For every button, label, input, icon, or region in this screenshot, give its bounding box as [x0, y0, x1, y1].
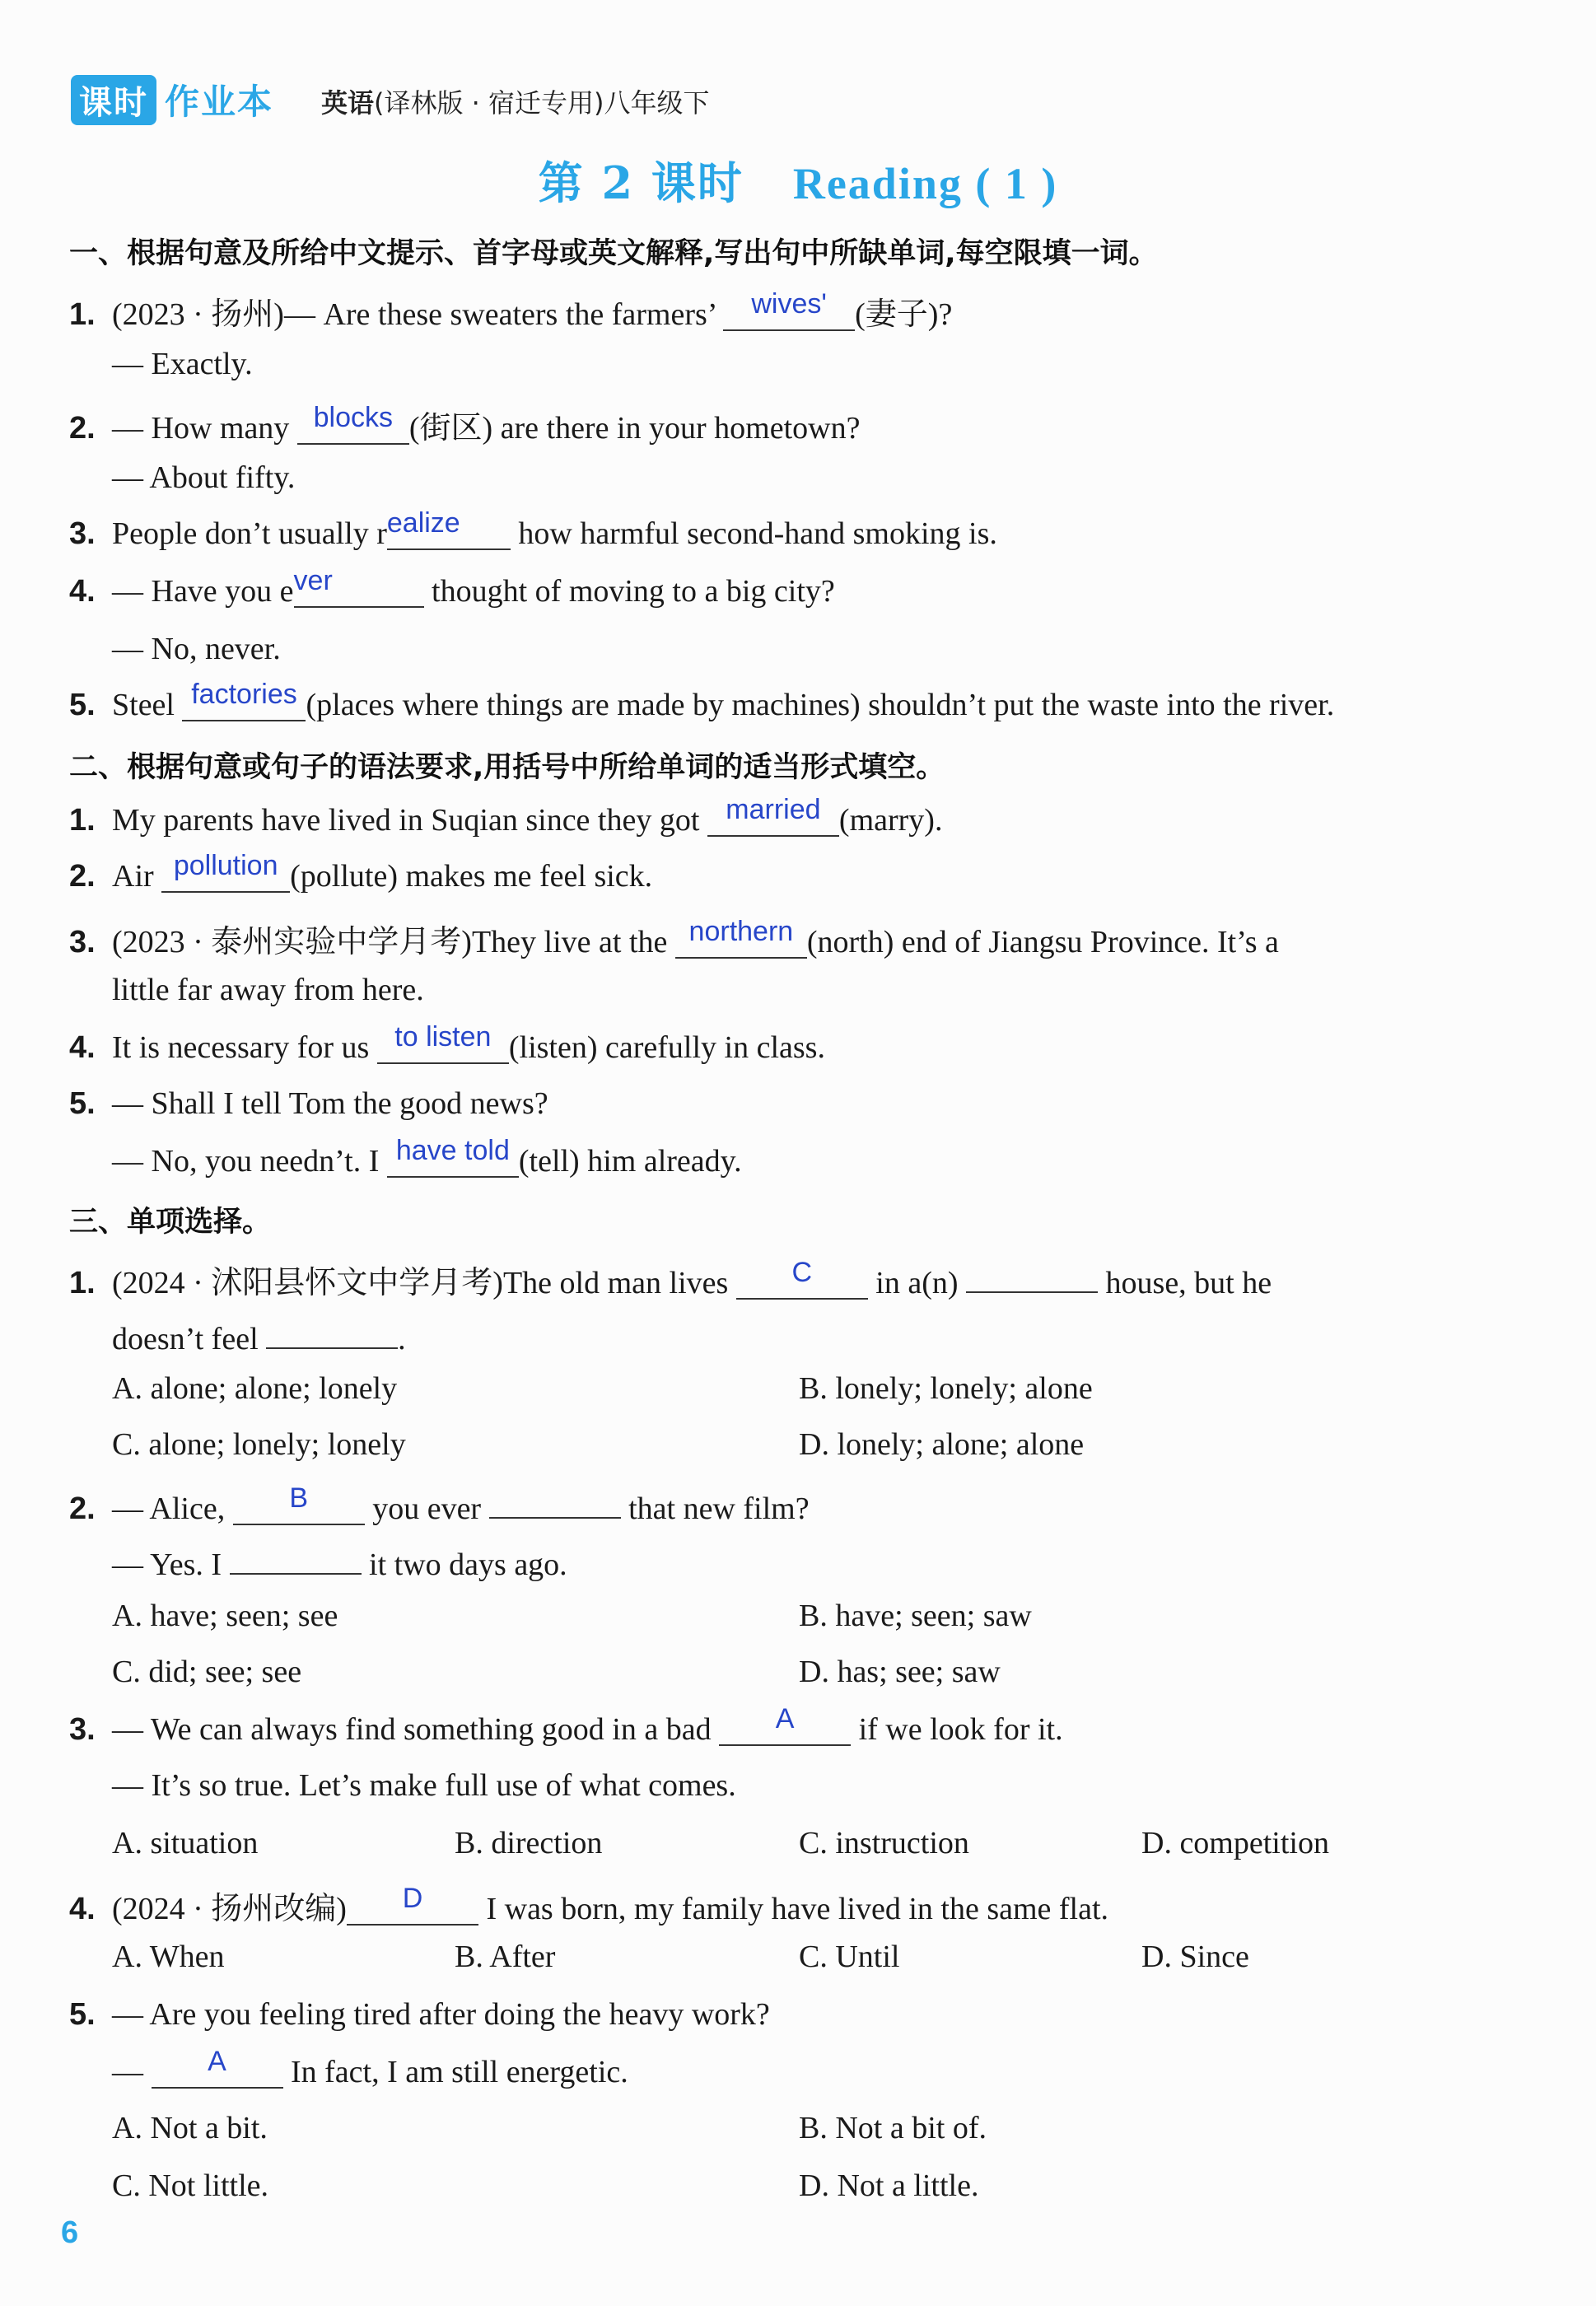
book-subject: 英语 — [321, 87, 375, 119]
s3-question-3-reply: — It’s so true. Let’s make full use of what comes. — [112, 1768, 736, 1803]
question-number: 5. — [69, 1997, 96, 2032]
option-a[interactable]: A. alone; alone; lonely — [112, 1371, 398, 1406]
answer-text: pollution — [173, 850, 278, 881]
blank[interactable] — [230, 1540, 362, 1575]
brand-logo-box: 课时 — [71, 75, 156, 125]
s1-question-2-reply: — About fifty. — [112, 460, 296, 495]
question-text: — Are you feeling tired after doing the heavy work? — [112, 1997, 770, 2032]
s3-question-4 — [69, 1883, 1108, 1928]
s1-question-4 — [69, 565, 835, 609]
s1-question-4-reply: — No, never. — [112, 632, 281, 666]
question-text: — No, you needn’t. I — [112, 1144, 380, 1179]
question-text: — How many — [112, 411, 290, 446]
s1-question-2 — [69, 402, 860, 447]
s1-question-5 — [69, 679, 1335, 723]
option-c[interactable]: C. instruction — [799, 1826, 969, 1860]
option-d[interactable]: D. lonely; alone; alone — [799, 1427, 1085, 1462]
question-text: It is necessary for us — [112, 1030, 370, 1065]
s3-question-5 — [69, 1996, 770, 2033]
answer-text: B — [289, 1482, 309, 1514]
question-text: Air — [112, 859, 154, 894]
answer-text: D — [402, 1883, 423, 1914]
question-number: 1. — [69, 297, 96, 332]
s2-question-1 — [69, 794, 943, 838]
question-text: — We can always find something good in a bad — [112, 1712, 712, 1747]
lesson-title-en: Reading ( 1 ) — [792, 159, 1058, 208]
s3-question-2-reply — [112, 1540, 567, 1583]
question-text: (2024 · 沭阳县怀文中学月考)The old man lives — [112, 1266, 729, 1300]
answer-blank[interactable] — [293, 565, 424, 608]
question-number: 1. — [69, 1266, 96, 1300]
option-c[interactable]: C. did; see; see — [112, 1655, 302, 1689]
question-text: (marry). — [838, 803, 943, 838]
question-number: 4. — [69, 1030, 96, 1065]
answer-text: married — [726, 794, 821, 825]
answer-blank[interactable] — [377, 1021, 509, 1064]
question-text: — Alice, — [112, 1491, 226, 1526]
answer-text: factories — [191, 679, 297, 710]
question-text: In fact, I am still energetic. — [291, 2055, 628, 2089]
s3-question-1 — [69, 1257, 1272, 1302]
question-number: 2. — [69, 1491, 96, 1526]
s2-question-5 — [69, 1085, 548, 1122]
s1-question-1-reply: — Exactly. — [112, 347, 253, 381]
option-a[interactable]: A. situation — [112, 1826, 259, 1860]
option-c[interactable]: C. alone; lonely; lonely — [112, 1427, 406, 1462]
s1-question-1 — [69, 288, 952, 334]
option-b[interactable]: B. After — [455, 1940, 556, 1974]
answer-blank[interactable] — [233, 1482, 365, 1525]
s2-question-3 — [69, 916, 1279, 961]
answer-text: ealize — [386, 507, 460, 539]
book-info — [321, 82, 710, 120]
answer-blank[interactable] — [719, 1703, 851, 1746]
answer-blank[interactable] — [675, 916, 807, 959]
question-text: (places where things are made by machines) shouldn’t put the waste into the river. — [306, 688, 1335, 722]
question-text: People don’t usually r — [112, 516, 387, 551]
question-text: (街区) are there in your hometown? — [408, 411, 861, 446]
answer-blank[interactable] — [736, 1257, 868, 1300]
answer-blank[interactable] — [347, 1883, 478, 1926]
s3-question-3 — [69, 1703, 1063, 1748]
question-number: 5. — [69, 1086, 96, 1121]
s1-question-3 — [69, 507, 997, 552]
book-edition: (译林版 · 宿迁专用)八年级下 — [374, 87, 710, 119]
question-text: (2023 · 泰州实验中学月考)They live at the — [112, 925, 668, 959]
question-text: how harmful second-hand smoking is. — [518, 516, 997, 551]
s2-question-5-reply — [112, 1135, 742, 1179]
question-text: (north) end of Jiangsu Province. It’s a — [806, 925, 1279, 959]
option-b[interactable]: B. Not a bit of. — [799, 2111, 987, 2145]
question-number: 2. — [69, 859, 96, 894]
s2-question-4 — [69, 1021, 825, 1066]
question-number: 2. — [69, 411, 96, 446]
question-text: — Yes. I — [112, 1547, 222, 1582]
blank[interactable] — [966, 1258, 1098, 1293]
option-b[interactable]: B. direction — [455, 1826, 603, 1860]
question-text: I was born, my family have lived in the same flat. — [486, 1892, 1109, 1926]
answer-blank[interactable] — [297, 402, 409, 445]
question-text: it two days ago. — [369, 1547, 567, 1582]
question-number: 5. — [69, 688, 96, 722]
option-d[interactable]: D. Since — [1141, 1940, 1249, 1974]
answer-text: to listen — [394, 1021, 492, 1053]
answer-text: northern — [688, 916, 794, 947]
question-text: doesn’t feel — [112, 1322, 259, 1356]
question-text: (tell) him already. — [518, 1144, 742, 1179]
question-number: 4. — [69, 574, 96, 609]
brand-logo — [71, 76, 273, 124]
answer-text: have told — [395, 1135, 510, 1166]
answer-blank[interactable] — [723, 288, 855, 331]
s3-question-2 — [69, 1484, 810, 1527]
blank[interactable] — [489, 1484, 621, 1519]
option-b[interactable]: B. have; seen; saw — [799, 1599, 1032, 1633]
answer-blank[interactable] — [161, 850, 290, 893]
section-heading-3: 三、单项选择。 — [69, 1206, 272, 1239]
section-heading-2: 二、根据句意或句子的语法要求,用括号中所给单词的适当形式填空。 — [69, 751, 945, 784]
answer-text: blocks — [313, 402, 393, 433]
question-text: house, but he — [1105, 1266, 1272, 1300]
question-text: My parents have lived in Suqian since they got — [112, 803, 700, 838]
s3-question-5-reply — [112, 2046, 628, 2090]
option-a[interactable]: A. When — [112, 1940, 225, 1974]
question-text: — Have you e — [112, 574, 294, 609]
answer-blank[interactable] — [152, 2046, 283, 2089]
question-text: (2023 · 扬州)— Are these sweaters the farmers’ — [112, 297, 716, 332]
option-a[interactable]: A. have; seen; see — [112, 1599, 338, 1633]
question-number: 3. — [69, 925, 96, 959]
answer-text: A — [208, 2046, 226, 2077]
answer-blank[interactable] — [386, 507, 511, 550]
question-text: thought of moving to a big city? — [432, 574, 835, 609]
s3-question-1-cont — [112, 1314, 406, 1357]
question-text: (妻子)? — [855, 297, 953, 332]
lesson-title — [0, 148, 1596, 212]
question-text: — Shall I tell Tom the good news? — [112, 1086, 548, 1121]
answer-blank[interactable] — [707, 794, 839, 837]
option-d[interactable]: D. has; see; saw — [799, 1655, 1001, 1689]
answer-text: ver — [293, 565, 333, 596]
question-text: that new film? — [628, 1491, 810, 1526]
lesson-title-cn: 第 2 课时 — [538, 156, 744, 209]
question-text: (2024 · 扬州改编) — [112, 1892, 347, 1926]
page-number: 6 — [61, 2215, 79, 2250]
option-d[interactable]: D. Not a little. — [799, 2168, 979, 2203]
section-heading-1: 一、根据句意及所给中文提示、首字母或英文解释,写出句中所缺单词,每空限填一词。 — [69, 237, 1158, 270]
question-number: 3. — [69, 1712, 96, 1747]
brand-logo-text: 作业本 — [165, 82, 274, 122]
answer-text: wives' — [751, 288, 827, 320]
question-text: (pollute) makes me feel sick. — [290, 859, 653, 894]
option-d[interactable]: D. competition — [1141, 1826, 1329, 1860]
s2-question-2 — [69, 850, 653, 894]
option-c[interactable]: C. Not little. — [112, 2168, 268, 2203]
question-text: . — [398, 1322, 406, 1356]
answer-text: C — [791, 1257, 813, 1288]
question-number: 4. — [69, 1892, 96, 1926]
blank[interactable] — [266, 1314, 398, 1349]
question-number: 1. — [69, 803, 96, 838]
question-text: Steel — [112, 688, 175, 722]
answer-blank[interactable] — [387, 1135, 519, 1178]
question-text: you ever — [372, 1491, 482, 1526]
s2-question-3-cont: little far away from here. — [112, 973, 424, 1007]
option-b[interactable]: B. lonely; lonely; alone — [799, 1371, 1093, 1406]
answer-blank[interactable] — [182, 679, 306, 721]
answer-text: A — [775, 1703, 795, 1734]
question-text: if we look for it. — [858, 1712, 1063, 1747]
question-text: in a(n) — [875, 1266, 959, 1300]
question-number: 3. — [69, 516, 96, 551]
question-text: — — [112, 2055, 143, 2089]
option-c[interactable]: C. Until — [799, 1940, 900, 1974]
option-a[interactable]: A. Not a bit. — [112, 2111, 268, 2145]
question-text: (listen) carefully in class. — [508, 1030, 825, 1065]
